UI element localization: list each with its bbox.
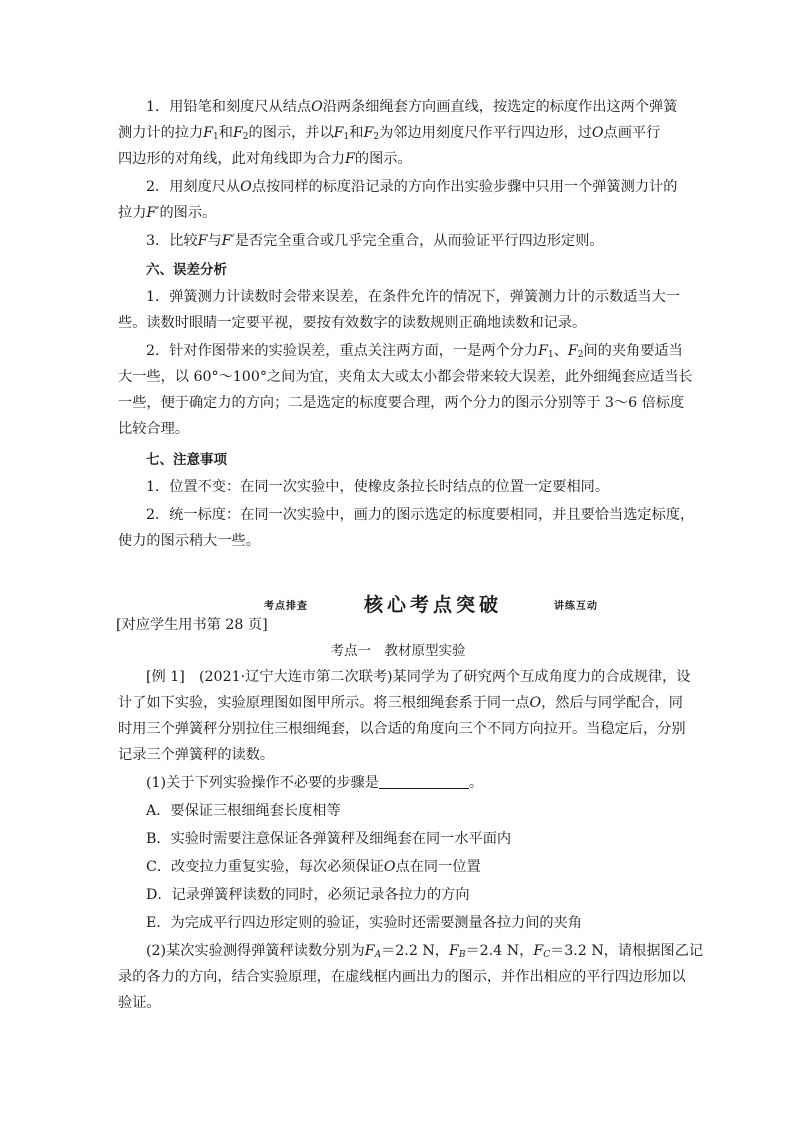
section-6-heading: 六、误差分析 — [146, 262, 227, 278]
question-1: (1)关于下列实验操作不必要的步骤是 。 — [146, 775, 484, 791]
step-2-line-1: 2．用刻度尺从O点按同样的标度沿记录的方向作出实验步骤中只用一个弹簧测力计的 — [146, 179, 678, 195]
example-1-line-4: 记录三个弹簧秤的读数。 — [118, 747, 275, 763]
option-a: A．要保证三根细绳套长度相等 — [146, 803, 341, 819]
note-1: 1．位置不变：在同一次实验中，使橡皮条拉长时结点的位置一定要相同。 — [146, 479, 610, 495]
option-e: E．为完成平行四边形定则的验证，实验时还需要测量各拉力间的夹角 — [146, 915, 582, 931]
note-2-line-2: 使力的图示稍大一些。 — [118, 533, 260, 549]
example-1-line-1: [例 1] (2021·辽宁大连市第二次联考)某同学为了研究两个互成角度力的合成规律，设 — [146, 669, 691, 685]
question-2-line-3: 验证。 — [118, 995, 161, 1011]
error-analysis-2-line-3: 一些，便于确定力的方向；二是选定的标度要合理，两个分力的图示分别等于 3～6 倍标度 — [118, 395, 685, 411]
answer-blank[interactable] — [379, 774, 469, 789]
option-d: D．记录弹簧秤读数的同时，必须记录各拉力的方向 — [146, 887, 470, 903]
step-3: 3．比较F与F′是否完全重合或几乎完全重合，从而验证平行四边形定则。 — [146, 233, 604, 249]
section-7-heading: 七、注意事项 — [146, 452, 227, 468]
option-b: B．实验时需要注意保证各弹簧秤及细绳套在同一水平面内 — [146, 831, 512, 847]
question-2-line-2: 录的各力的方向，结合实验原理，在虚线框内画出力的图示，并作出相应的平行四边形加以 — [118, 969, 686, 985]
step-1-line-3: 四边形的对角线，此对角线即为合力F的图示。 — [118, 151, 412, 167]
book-page-reference: [对应学生用书第 28 页] — [116, 617, 268, 633]
error-analysis-2-line-2: 大一些，以 60°～100°之间为宜，夹角太大或太小都会带来较大误差，此外细绳套应适当长 — [118, 369, 693, 385]
banner-title: 核心考点突破 — [364, 594, 503, 616]
example-1-line-2: 计了如下实验，实验原理图如图甲所示。将三根细绳套系于同一点O，然后与同学配合，同 — [118, 695, 683, 711]
step-1-line-2: 测力计的拉力$F_1$和$F_2$的图示，并以$F_1$和$F_2$为邻边用刻度尺作平行四边形，过O点画平行 — [118, 125, 661, 142]
banner-right-label: 讲练互动 — [554, 601, 598, 612]
banner-left-label: 考点排查 — [264, 601, 308, 612]
step-2-line-2: 拉力F′的图示。 — [118, 205, 217, 221]
point-1-heading: 考点一 教材原型实验 — [330, 643, 466, 659]
error-analysis-1-line-1: 1．弹簧测力计读数时会带来误差，在条件允许的情况下，弹簧测力计的示数适当大一 — [146, 289, 680, 305]
error-analysis-2-line-1: 2．针对作图带来的实验误差，重点关注两方面，一是两个分力$F_1$、$F_2$间的夹角要适当 — [146, 343, 683, 360]
note-2-line-1: 2．统一标度：在同一次实验中，画力的图示选定的标度要相同，并且要恰当选定标度， — [146, 507, 695, 523]
error-analysis-2-line-4: 比较合理。 — [118, 421, 189, 437]
error-analysis-1-line-2: 些。读数时眼睛一定要平视，要按有效数字的读数规则正确地读数和记录。 — [118, 315, 587, 331]
step-1-line-1: 1．用铅笔和刻度尺从结点O沿两条细绳套方向画直线，按选定的标度作出这两个弹簧 — [146, 99, 678, 115]
example-1-line-3: 时用三个弹簧秤分别拉住三根细绳套，以合适的角度向三个不同方向拉开。当稳定后，分别 — [118, 721, 686, 737]
question-2-line-1: (2)某次实验测得弹簧秤读数分别为$F_A=2.2$ N，$F_B=2.4$ N，$F_C=3.2$ N，请根据图乙记 — [146, 943, 704, 960]
option-c: C．改变拉力重复实验，每次必须保证O点在同一位置 — [146, 859, 481, 875]
section-banner — [118, 590, 678, 614]
